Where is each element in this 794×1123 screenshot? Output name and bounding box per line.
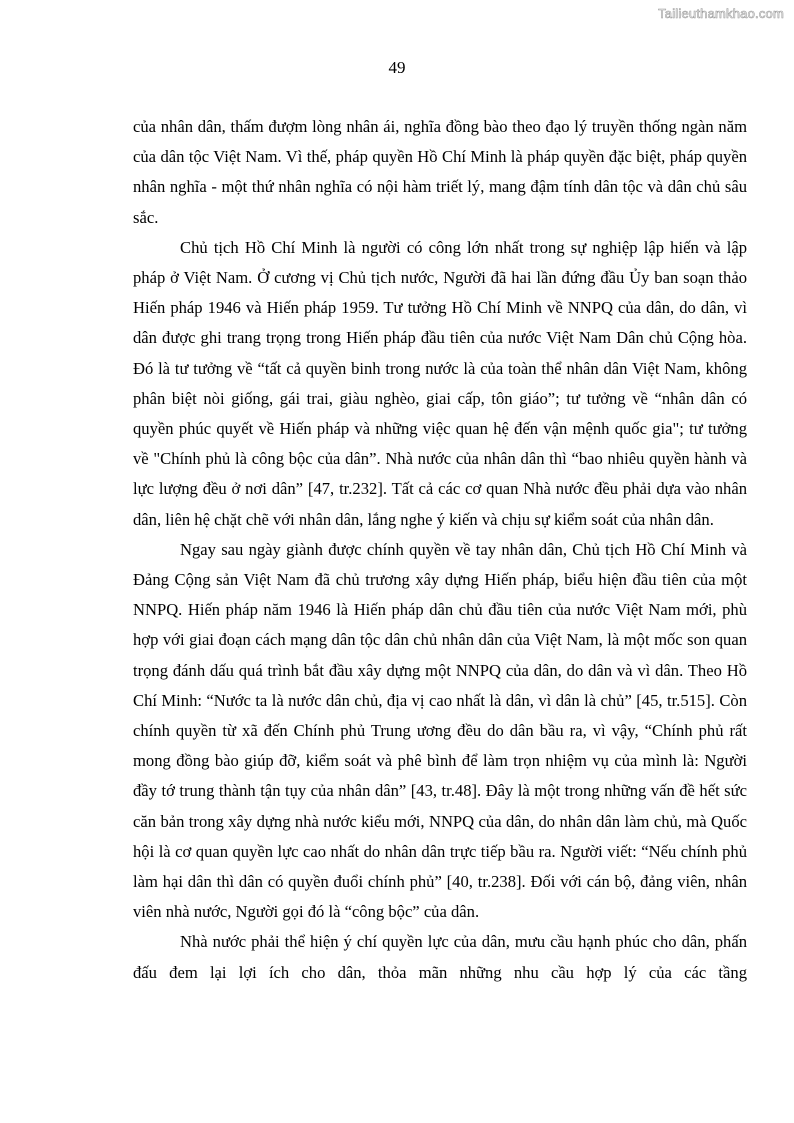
paragraph-constitution-role: Chủ tịch Hồ Chí Minh là người có công lớn nhất trong sự nghiệp lập hiến và lập pháp ở Việt Nam. Ở cương vị Chủ tịch nước, Người đã hai lần đứng đầu Ủy ban soạn thảo Hiến pháp 1946 và Hiến pháp 1959. Tư tưởng Hồ Chí Minh về NNPQ của dân, do dân, vì dân được ghi trang trọng trong Hiến pháp đầu tiên của nước Việt Nam Dân chủ Cộng hòa. Đó là tư tưởng về “tất cả quyền binh trong nước là của toàn thể nhân dân Việt Nam, không phân biệt nòi giống, gái trai, giàu nghèo, giai cấp, tôn giáo”; tư tưởng về “nhân dân có quyền phúc quyết về Hiến pháp và những việc quan hệ đến vận mệnh quốc gia"; tư tưởng về "Chính phủ là công bộc của dân”. Nhà nước của nhân dân thì “bao nhiêu quyền hành và lực lượng đều ở nơi dân” [47, tr.232]. Tất cả các cơ quan Nhà nước đều phải dựa vào nhân dân, liên hệ chặt chẽ với nhân dân, lắng nghe ý kiến và chịu sự kiểm soát của nhân dân.	[133, 237, 747, 529]
paragraph-state-will: Nhà nước phải thể hiện ý chí quyền lực của dân, mưu cầu hạnh phúc cho dân, phấn đấu đem lại lợi ích cho dân, thỏa mãn những nhu cầu hợp lý của các tầng	[133, 932, 747, 982]
page-number: 49	[388, 58, 406, 77]
watermark: Tailieuthamkhao.com	[658, 6, 784, 21]
paragraph-1946-constitution: Ngay sau ngày giành được chính quyền về tay nhân dân, Chủ tịch Hồ Chí Minh và Đảng Cộng sản Việt Nam đã chủ trương xây dựng Hiến pháp, biểu hiện đầu tiên của một NNPQ. Hiến pháp năm 1946 là Hiến pháp dân chủ đầu tiên của nước Việt Nam mới, phù hợp với giai đoạn cách mạng dân tộc dân chủ nhân dân của Việt Nam, là một mốc son quan trọng đánh dấu quá trình bắt đầu xây dựng một NNPQ của dân, do dân và vì dân. Theo Hồ Chí Minh: “Nước ta là nước dân chủ, địa vị cao nhất là dân, vì dân là chủ” [45, tr.515]. Còn chính quyền từ xã đến Chính phủ Trung ương đều do dân bầu ra, vì vậy, “Chính phủ rất mong đồng bào giúp đỡ, kiểm soát và phê bình để làm trọn nhiệm vụ của mình là: Người đầy tớ trung thành tận tụy của nhân dân” [43, tr.48]. Đây là một trong những vấn đề hết sức căn bản trong xây dựng nhà nước kiểu mới, NNPQ của dân, do nhân dân làm chủ, mà Quốc hội là cơ quan quyền lực cao nhất do nhân dân trực tiếp bầu ra. Người viết: “Nếu chính phủ làm hại dân thì dân có quyền đuổi chính phủ” [40, tr.238]. Đối với cán bộ, đảng viên, nhân viên nhà nước, Người gọi đó là “công bộc” của dân.	[133, 539, 747, 922]
paragraph-continuation: của nhân dân, thấm đượm lòng nhân ái, nghĩa đồng bào theo đạo lý truyền thống ngàn năm của dân tộc Việt Nam. Vì thế, pháp quyền Hồ Chí Minh là pháp quyền đặc biệt, pháp quyền nhân nghĩa - một thứ nhân nghĩa có nội hàm triết lý, mang đậm tính dân tộc và dân chủ sâu sắc.	[133, 117, 747, 227]
document-body	[133, 112, 747, 988]
